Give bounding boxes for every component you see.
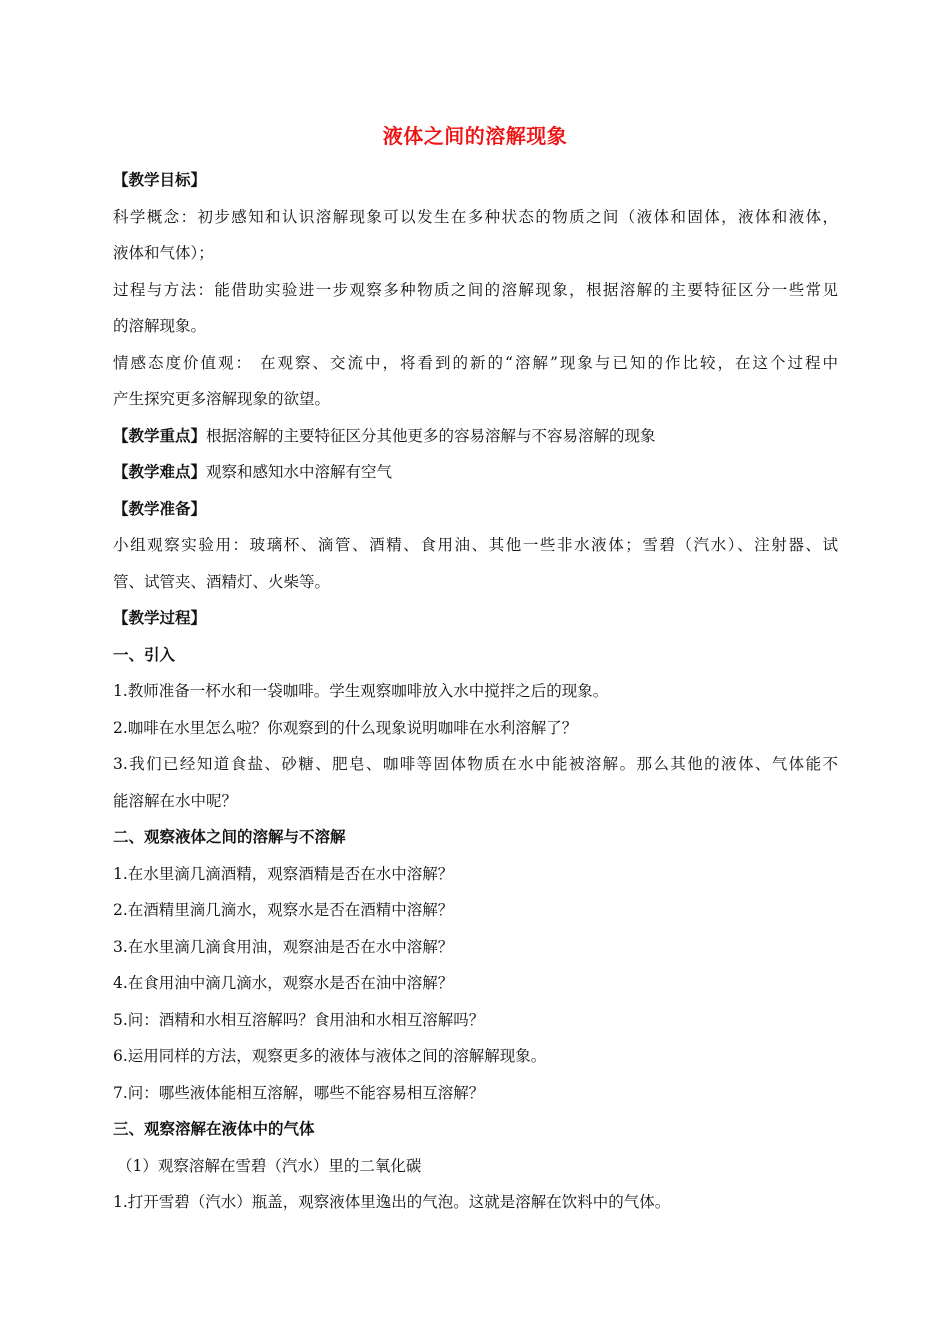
section-2-item-6: 6.运用同样的方法，观察更多的液体与液体之间的溶解解现象。 [113,1047,547,1065]
key-point-row [113,418,838,455]
difficulty-label: 【教学难点】 [113,463,207,481]
preparation-heading: 【教学准备】 [113,499,207,518]
difficulty-text: 观察和感知水中溶解有空气 [206,463,393,481]
preparation-line-1: 小组观察实验用：玻璃杯、滴管、酒精、食用油、其他一些非水液体；雪碧（汽水）、注射器、试 [113,536,838,554]
section-1-item-2: 2.咖啡在水里怎么啦？你观察到的什么现象说明咖啡在水利溶解了？ [113,718,578,737]
section-2-item-1: 1.在水里滴几滴酒精，观察酒精是否在水中溶解？ [113,864,454,883]
section-2-heading: 二、观察液体之间的溶解与不溶解 [113,828,346,846]
section-2-item-3: 3.在水里滴几滴食用油，观察油是否在水中溶解？ [113,937,454,956]
document-body [113,162,838,1221]
objective-emotion-line-2: 产生探究更多溶解现象的欲望。 [113,390,331,408]
section-1-heading: 一、引入 [113,645,176,664]
objective-emotion-line-1: 情感态度价值观： 在观察、交流中，将看到的新的“溶解”现象与已知的作比较，在这个过程中 [113,353,838,372]
section-2-item-5: 5.问：酒精和水相互溶解吗？食用油和水相互溶解吗？ [113,1010,485,1029]
key-point-label: 【教学重点】 [113,426,207,445]
process-heading: 【教学过程】 [113,609,207,627]
section-1-item-3-line-1: 3.我们已经知道食盐、砂糖、肥皂、咖啡等固体物质在水中能被溶解。那么其他的液体、气体能不 [113,755,838,773]
key-point-text: 根据溶解的主要特征区分其他更多的容易溶解与不容易溶解的现象 [206,426,656,445]
objective-process-line-1: 过程与方法：能借助实验进一步观察多种物质之间的溶解现象，根据溶解的主要特征区分一些常见 [113,280,838,299]
objective-process-line-2: 的溶解现象。 [113,317,207,335]
preparation-line-2: 管、试管夹、酒精灯、火柴等。 [113,572,331,591]
section-1-item-1: 1.教师准备一杯水和一袋咖啡。学生观察咖啡放入水中搅拌之后的现象。 [113,682,609,700]
section-3-subheading: （1）观察溶解在雪碧（汽水）里的二氧化碳 [117,1156,422,1175]
section-2-item-2: 2.在酒精里滴几滴水，观察水是否在酒精中溶解？ [113,901,454,919]
section-1-item-3-line-2: 能溶解在水中呢？ [113,791,238,810]
section-2-item-4: 4.在食用油中滴几滴水，观察水是否在油中溶解？ [113,974,454,992]
objective-science-line-1: 科学概念：初步感知和认识溶解现象可以发生在多种状态的物质之间（液体和固体，液体和液体， [113,207,838,226]
document-title: 液体之间的溶解现象 [382,124,568,148]
section-2-item-7: 7.问：哪些液体能相互溶解，哪些不能容易相互溶解？ [113,1083,485,1102]
section-3-heading: 三、观察溶解在液体中的气体 [113,1120,315,1138]
objective-science-line-2: 液体和气体）； [113,244,214,262]
objectives-heading: 【教学目标】 [113,171,207,189]
difficulty-row [113,454,838,491]
section-3-item-1: 1.打开雪碧（汽水）瓶盖，观察液体里逸出的气泡。这就是溶解在饮料中的气体。 [113,1193,671,1211]
